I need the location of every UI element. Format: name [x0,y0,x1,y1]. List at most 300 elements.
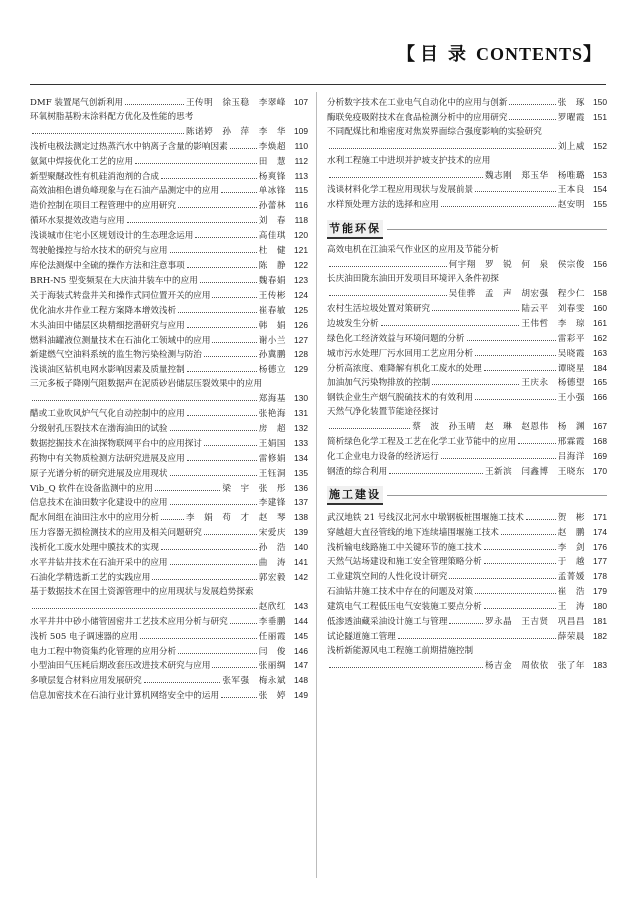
toc-entry-line [327,526,607,541]
entry-title: 浅析化工废水处理中膜技术的实现 [30,543,159,554]
dot-leader [230,623,257,624]
entry-title: 原子光谱分析的研究进展及应用现状 [30,468,168,479]
toc-entry[interactable] [30,467,308,482]
toc-entry-line [327,198,607,213]
entry-authors: 孙冀鹏 [258,350,286,361]
dot-leader [509,119,555,120]
entry-authors: 赵欣红 [258,601,286,612]
dot-leader [187,415,257,416]
toc-entry-line [30,111,308,125]
entry-title: 长庆油田陇东油田开发项目环境评入条件初探 [327,274,499,285]
toc-entry[interactable] [30,437,308,452]
entry-title: 浅谈城市住宅小区规划设计的生态理念运用 [30,231,194,242]
entry-title: 浅谈油区钻机电网水影响因素及质量控制 [30,365,185,376]
entry-authors: 陈诺婷 孙 萍 李 华 [185,126,286,137]
toc-entry-line [327,645,607,659]
entry-page-number: 152 [593,140,607,151]
toc-entry-line [327,273,607,287]
toc-entry[interactable] [30,96,308,111]
entry-title: 循环水泵提效改造与应用 [30,216,125,227]
entry-authors: 王庆永 杨德望 [521,378,585,389]
entry-authors: 蔡 波 孙玉晴 赵 琳 赵恩伟 杨 渊 [412,422,585,433]
toc-entry[interactable] [30,155,308,170]
toc-entry-line [30,229,308,244]
entry-title: 水平井井中砂小储管固密井工艺技术应用分析与研究 [30,616,228,627]
dot-leader [221,192,257,193]
toc-entry[interactable] [30,511,308,526]
toc-entry-line [327,155,607,169]
dot-leader [475,593,556,594]
toc-entry-line [30,556,308,571]
entry-authors: 宋爱庆 [258,528,286,539]
toc-entry[interactable] [327,183,607,198]
toc-entry-line [327,362,607,377]
entry-title: 加油加气污染物排放的控制 [327,378,431,389]
toc-entry-line [327,317,607,332]
toc-entry-line [327,287,607,302]
entry-title: 分级射孔压裂技术在渤海油田的试验 [30,423,168,434]
toc-entry[interactable] [30,482,308,497]
toc-entry-line [30,541,308,556]
entry-title: 多喷层复合材料应用发展研究 [30,676,142,687]
toc-entry[interactable] [30,304,308,319]
dot-leader [432,384,519,385]
toc-entry[interactable] [30,645,308,660]
entry-authors: 孙蕾林 [258,201,286,212]
entry-authors: 陆云平 刘春雯 [521,303,585,314]
toc-entry[interactable] [30,289,308,304]
dot-leader [32,608,257,609]
toc-entry-line [327,541,607,556]
entry-page-number: 144 [294,615,308,626]
dot-leader [32,133,184,134]
dot-leader [204,534,257,535]
entry-page-number: 184 [593,362,607,373]
header-bracket-close: 】 [583,44,602,65]
toc-entry[interactable] [30,526,308,541]
entry-authors: 王钰洞 [258,468,286,479]
toc-entry-line [30,392,308,407]
section-construction-line [387,495,607,496]
entry-page-number: 154 [593,184,607,195]
dot-leader [329,148,556,149]
toc-entry-line [327,347,607,362]
toc-entry[interactable] [327,585,607,600]
toc-entry[interactable] [327,391,607,406]
entry-page-number: 130 [294,393,308,404]
entry-title: 农村生活垃圾处置对策研究 [327,303,431,314]
entry-title: 浅析电极法测定过热蒸汽水中钠离子含量的影响因素 [30,141,228,152]
toc-entry-line [30,511,308,526]
dot-leader [161,519,184,520]
dot-leader [204,445,257,446]
entry-page-number: 160 [593,302,607,313]
entry-page-number: 169 [593,450,607,461]
toc-entry[interactable] [327,198,607,213]
dot-leader [398,638,556,639]
entry-title: 工业建筑空间的人性化设计研究 [327,572,448,583]
entry-authors: 刘上威 [557,141,585,152]
entry-authors: 李垂鹏 [258,616,286,627]
toc-entry[interactable] [327,526,607,541]
dot-leader [140,638,257,639]
dot-leader [161,549,257,550]
entry-page-number: 127 [294,334,308,345]
toc-entry[interactable] [327,435,607,450]
entry-page-number: 142 [294,572,308,582]
dot-leader [501,534,556,535]
toc-entry[interactable] [327,511,607,526]
entry-authors: 张 琢 [557,98,585,108]
entry-page-number: 168 [593,436,607,447]
entry-authors: 雷修娟 [258,453,286,464]
entry-title: 分析数字技术在工业电气自动化中的应用与创新 [327,98,508,108]
toc-entry[interactable] [327,615,607,630]
toc-entry[interactable] [30,674,308,689]
entry-page-number: 171 [593,511,607,522]
toc-entry[interactable] [327,111,607,126]
toc-entry-line [327,570,607,585]
entry-authors: 杨德立 [258,365,286,376]
toc-entry-line [30,319,308,334]
toc-entry-line [30,289,308,304]
entry-authors: 田 慧 [258,156,286,167]
toc-entry[interactable] [30,259,308,274]
toc-entry-line [30,600,308,615]
toc-entry[interactable] [327,332,607,347]
entry-authors: 李焕超 [258,141,286,152]
entry-authors: 王新滨 闫鑫博 王晓东 [484,466,585,477]
entry-authors: 魏志刚 郑玉华 杨唯璐 [484,170,585,181]
entry-page-number: 165 [593,377,607,388]
toc-entry[interactable] [327,126,607,155]
toc-entry[interactable] [30,334,308,349]
entry-authors: 韩 娟 [258,320,286,331]
dot-leader [484,563,556,564]
entry-page-number: 148 [294,675,308,686]
dot-leader [484,370,556,371]
entry-authors: 谢小兰 [258,335,286,346]
header-rule [30,84,606,85]
entry-authors: 邢霖霞 [557,437,585,448]
entry-page-number: 149 [294,690,308,701]
toc-entry[interactable] [327,317,607,332]
toc-entry[interactable] [30,496,308,511]
toc-entry[interactable] [30,363,308,378]
toc-entry-line [30,155,308,170]
entry-title: 天然气净化装置节能途径探讨 [327,407,439,418]
entry-authors: 李建锋 [258,498,286,509]
entry-page-number: 174 [593,526,607,537]
toc-entry[interactable] [30,556,308,571]
entry-authors: 赵 鹏 [557,527,585,538]
entry-authors: 单冰锋 [258,186,286,197]
entry-page-number: 110 [294,140,308,151]
entry-page-number: 122 [294,259,308,270]
toc-entry-line [30,615,308,630]
right-top-list [327,96,607,213]
toc-entry-line [30,407,308,422]
toc-entry[interactable] [327,96,607,111]
dot-leader [204,356,257,357]
entry-page-number: 183 [593,659,607,670]
entry-authors: 张丽绸 [258,661,286,672]
toc-entry[interactable] [30,348,308,363]
entry-title: 氨氮中焊接优化工艺的应用 [30,156,134,167]
toc-entry[interactable] [327,541,607,556]
entry-authors: 郑海基 [258,394,286,405]
entry-authors: 吕海洋 [557,451,585,462]
toc-entry[interactable] [30,407,308,422]
toc-entry[interactable] [30,422,308,437]
entry-title: 驾驶舱操控与给水技术的研究与应用 [30,246,168,257]
entry-page-number: 146 [294,645,308,656]
entry-authors: 梁 宇 张 彤 [222,483,286,494]
dot-leader [125,104,184,105]
toc-entry-line [327,600,607,615]
toc-entry[interactable] [30,199,308,214]
toc-entry-line [327,302,607,317]
toc-entry[interactable] [30,170,308,185]
dot-leader [144,682,221,683]
toc-entry[interactable] [327,600,607,615]
toc-entry-line [30,184,308,199]
entry-page-number: 177 [593,556,607,567]
entry-page-number: 166 [593,392,607,403]
entry-page-number: 116 [294,200,308,211]
toc-entry-line [30,496,308,511]
dot-leader [475,355,556,356]
entry-title: 关于海装式转盘井关和操作式同位置开关的应用 [30,290,211,301]
dot-leader [449,623,483,624]
toc-entry-line [30,645,308,660]
entry-title: 基于数据技术在国土资源管理中的应用现状与发展趋势探索 [30,586,254,597]
toc-entry[interactable] [327,376,607,391]
toc-entry[interactable] [327,302,607,317]
entry-title: 醋或工业吹风炉气气化自动控制中的应用 [30,409,185,420]
entry-title: 钢渣的综合利用 [327,466,388,477]
toc-entry[interactable] [327,347,607,362]
dot-leader [152,579,256,580]
dot-leader [389,473,483,474]
entry-page-number: 158 [593,287,607,298]
toc-entry[interactable] [327,155,607,184]
toc-entry-line [30,348,308,363]
entry-authors: 王伟哲 李 琼 [521,318,585,329]
entry-authors: 杨吉金 周依依 张了年 [484,660,585,671]
toc-entry[interactable] [327,465,607,480]
entry-authors: 吴佳骅 孟 声 胡宏强 程少仁 [448,288,585,299]
entry-title: 药物中有关物质检测方法研究进展及应用 [30,453,185,464]
entry-title: 造价控制在项目工程管理中的应用研究 [30,201,177,212]
toc-entry-line [30,526,308,541]
entry-page-number: 133 [294,437,308,448]
toc-entry-line [327,585,607,600]
toc-entry-line [30,214,308,229]
toc-entry[interactable] [30,140,308,155]
toc-entry[interactable] [30,184,308,199]
entry-page-number: 107 [294,97,308,107]
entry-authors: 高佳琪 [258,231,286,242]
toc-entry-line [30,437,308,452]
entry-title: 压力容器无损检测技术的应用及相关问题研究 [30,528,202,539]
entry-title: 天然气站场建设和施工安全管理策略分析 [327,557,482,568]
entry-title: 小型油田气压耗后期改套压改进技术研究与应用 [30,661,211,672]
entry-page-number: 163 [593,347,607,358]
toc-entry[interactable] [327,406,607,435]
toc-entry-line [327,555,607,570]
dot-leader [170,430,257,431]
entry-page-number: 135 [294,467,308,478]
toc-entry[interactable] [30,111,308,140]
entry-authors: 贺 彬 [557,512,585,523]
entry-authors: 于 越 [557,557,585,568]
dot-leader [221,697,257,698]
dot-leader [127,222,257,223]
entry-title: 高效电机在江油采气作业区的应用及节能分析 [327,245,499,256]
toc-entry[interactable] [327,244,607,273]
toc-entry-line [327,435,607,450]
entry-title: 浅谈材料化学工程应用现状与发展前景 [327,185,474,196]
toc-entry-line [30,378,308,392]
entry-page-number: 129 [294,364,308,375]
toc-entry-line [30,259,308,274]
toc-entry[interactable] [327,630,607,645]
construction-list [327,511,607,674]
section-energy [327,216,607,242]
dot-leader [329,428,410,429]
toc-entry[interactable] [327,570,607,585]
entry-authors: 何宇翔 罗 锐 何 泉 侯宗俊 [448,260,585,271]
toc-entry[interactable] [30,586,308,615]
dot-leader [212,297,256,298]
toc-entry[interactable] [327,555,607,570]
entry-title: 信息技术在油田数字化建设中的应用 [30,498,168,509]
entry-authors: 王传彬 [258,290,286,301]
toc-entry[interactable] [30,319,308,334]
entry-page-number: 126 [294,319,308,330]
entry-title: 三元多板子降刚气阻数据声在泥质砂岩储层压裂效果中的应用 [30,379,263,390]
entry-title: 库伦法测煤中全硫的操作方法和注意事项 [30,260,185,271]
toc-entry[interactable] [327,273,607,302]
entry-title: 水利工程施工中进坝并护坡支护技术的应用 [327,155,491,166]
entry-authors: 王 涛 [557,602,585,613]
dot-leader [200,282,257,283]
right-column [327,96,607,674]
dot-leader [178,207,257,208]
entry-page-number: 124 [294,289,308,300]
header-title-cn: 目录 [419,44,476,65]
dot-leader [432,310,519,311]
toc-entry-line [30,363,308,378]
toc-entry-line [30,571,308,586]
dot-leader [155,490,220,491]
entry-page-number: 132 [294,422,308,433]
dot-leader [329,177,483,178]
toc-entry-line [327,615,607,630]
dot-leader [170,252,257,253]
toc-entry[interactable] [30,630,308,645]
entry-page-number: 167 [593,421,607,432]
entry-title: 武汉地铁 21 号线汉北河水中墩钢板桩围堰施工技术 [327,512,524,523]
toc-entry[interactable] [30,659,308,674]
toc-entry-line [327,420,607,435]
toc-entry[interactable] [30,378,308,407]
toc-entry[interactable] [30,452,308,467]
entry-title: 分析高浓度、难降解有机化工废水的处理 [327,363,482,374]
entry-page-number: 134 [294,452,308,463]
entry-authors: 李 剑 [557,542,585,553]
entry-authors: 李 娟 苟 才 赵 琴 [185,513,286,524]
entry-page-number: 136 [294,482,308,493]
entry-title: 试论隧道施工管理 [327,632,396,642]
dot-leader [212,667,256,668]
toc-entry-line [30,170,308,185]
toc-entry-line [327,183,607,198]
toc-entry[interactable] [30,214,308,229]
entry-page-number: 128 [294,349,308,360]
entry-page-number: 109 [294,125,308,136]
dot-leader [187,327,257,328]
entry-page-number: 162 [593,332,607,343]
toc-entry[interactable] [30,229,308,244]
dot-leader [187,460,257,461]
dot-leader [170,504,257,505]
dot-leader [170,564,257,565]
entry-title: 新建燃气空油料系统的监生物污染检测与防治 [30,350,202,361]
toc-entry[interactable] [327,362,607,377]
toc-entry-line [30,482,308,497]
dot-leader [441,458,556,459]
dot-leader [475,399,556,400]
dot-leader [475,191,556,192]
dot-leader [518,443,556,444]
toc-entry-line [327,450,607,465]
toc-entry[interactable] [30,541,308,556]
toc-entry[interactable] [30,244,308,259]
entry-page-number: 155 [593,199,607,210]
toc-entry[interactable] [327,450,607,465]
entry-page-number: 123 [294,274,308,285]
entry-title: 高效油相色谱负峰现象与在石油产品测定中的应用 [30,186,220,197]
toc-entry[interactable] [327,645,607,674]
energy-list [327,244,607,480]
dot-leader [526,519,556,520]
entry-page-number: 182 [593,631,607,641]
toc-entry-line [30,125,308,140]
section-construction [327,483,607,509]
entry-authors: 陈 静 [258,260,286,271]
entry-title: 城市污水处理厂污水回用工艺应用分析 [327,348,474,359]
toc-entry[interactable] [30,571,308,586]
dot-leader [178,312,257,313]
toc-entry[interactable] [30,615,308,630]
entry-page-number: 120 [294,230,308,241]
entry-authors: 闫 俊 [258,646,286,657]
header-bracket-open: 【 [396,44,416,65]
toc-entry-line [327,376,607,391]
entry-title: 水样预处理方法的选择和应用 [327,200,439,211]
entry-page-number: 113 [294,170,308,181]
entry-authors: 魏春娟 [258,275,286,286]
dot-leader [135,163,257,164]
dot-leader [187,371,257,372]
toc-entry[interactable] [30,689,308,704]
toc-entry[interactable] [30,274,308,289]
entry-title: 信息加密技术在石油行业计算机网络安全中的运用 [30,691,220,702]
page-header [397,40,602,66]
toc-entry-line [327,406,607,420]
